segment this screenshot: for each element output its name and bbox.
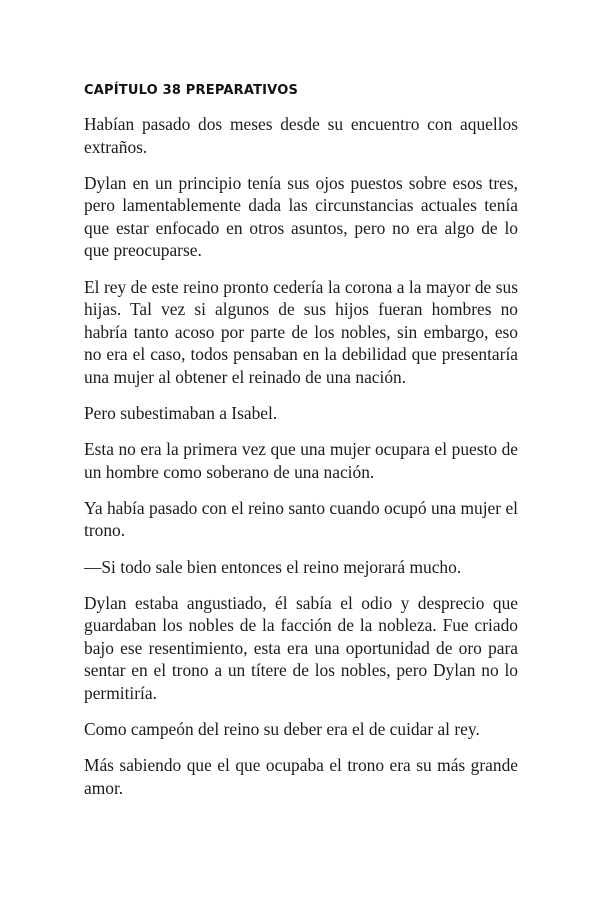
chapter-title: CAPÍTULO 38 PREPARATIVOS bbox=[84, 83, 299, 98]
paragraph-6: Ya había pasado con el reino santo cuando ocupó una mujer el trono. bbox=[84, 497, 518, 541]
paragraph-3: El rey de este reino pronto cedería la corona a la mayor de sus hijas. Tal vez si algunos de sus hijos fueran hombres no habría tanto acoso por parte de los nobles, sin embargo, eso no era el caso, todos pensaban en la debilidad que presentaría una mujer al obtener el reinado de una nación. bbox=[84, 276, 518, 387]
paragraph-5: Esta no era la primera vez que una mujer ocupara el puesto de un hombre como soberano de una nación. bbox=[84, 439, 518, 482]
paragraph-7-dialogue: —Si todo sale bien entonces el reino mejorará mucho. bbox=[84, 556, 462, 577]
paragraph-10: Más sabiendo que el que ocupaba el trono era su más grande amor. bbox=[84, 755, 518, 798]
paragraph-1: Habían pasado dos meses desde su encuentro con aquellos extraños. bbox=[84, 114, 518, 157]
paragraph-8: Dylan estaba angustiado, él sabía el odio y desprecio que guardaban los nobles de la facción de la nobleza. Fue criado bajo ese resentimiento, esta era una oportunidad de oro para sentar en el trono a un títere de los nobles, pero Dylan no lo permitiría. bbox=[84, 592, 518, 703]
paragraph-2: Dylan en un principio tenía sus ojos puestos sobre esos tres, pero lamentablemente dada las circunstancias actuales tenía que estar enfocado en otros asuntos, pero no era algo de lo que preocuparse. bbox=[84, 172, 518, 261]
paragraph-9: Como campeón del reino su deber era el de cuidar al rey. bbox=[84, 719, 480, 740]
book-page bbox=[84, 82, 518, 799]
paragraph-4: Pero subestimaban a Isabel. bbox=[84, 403, 278, 424]
